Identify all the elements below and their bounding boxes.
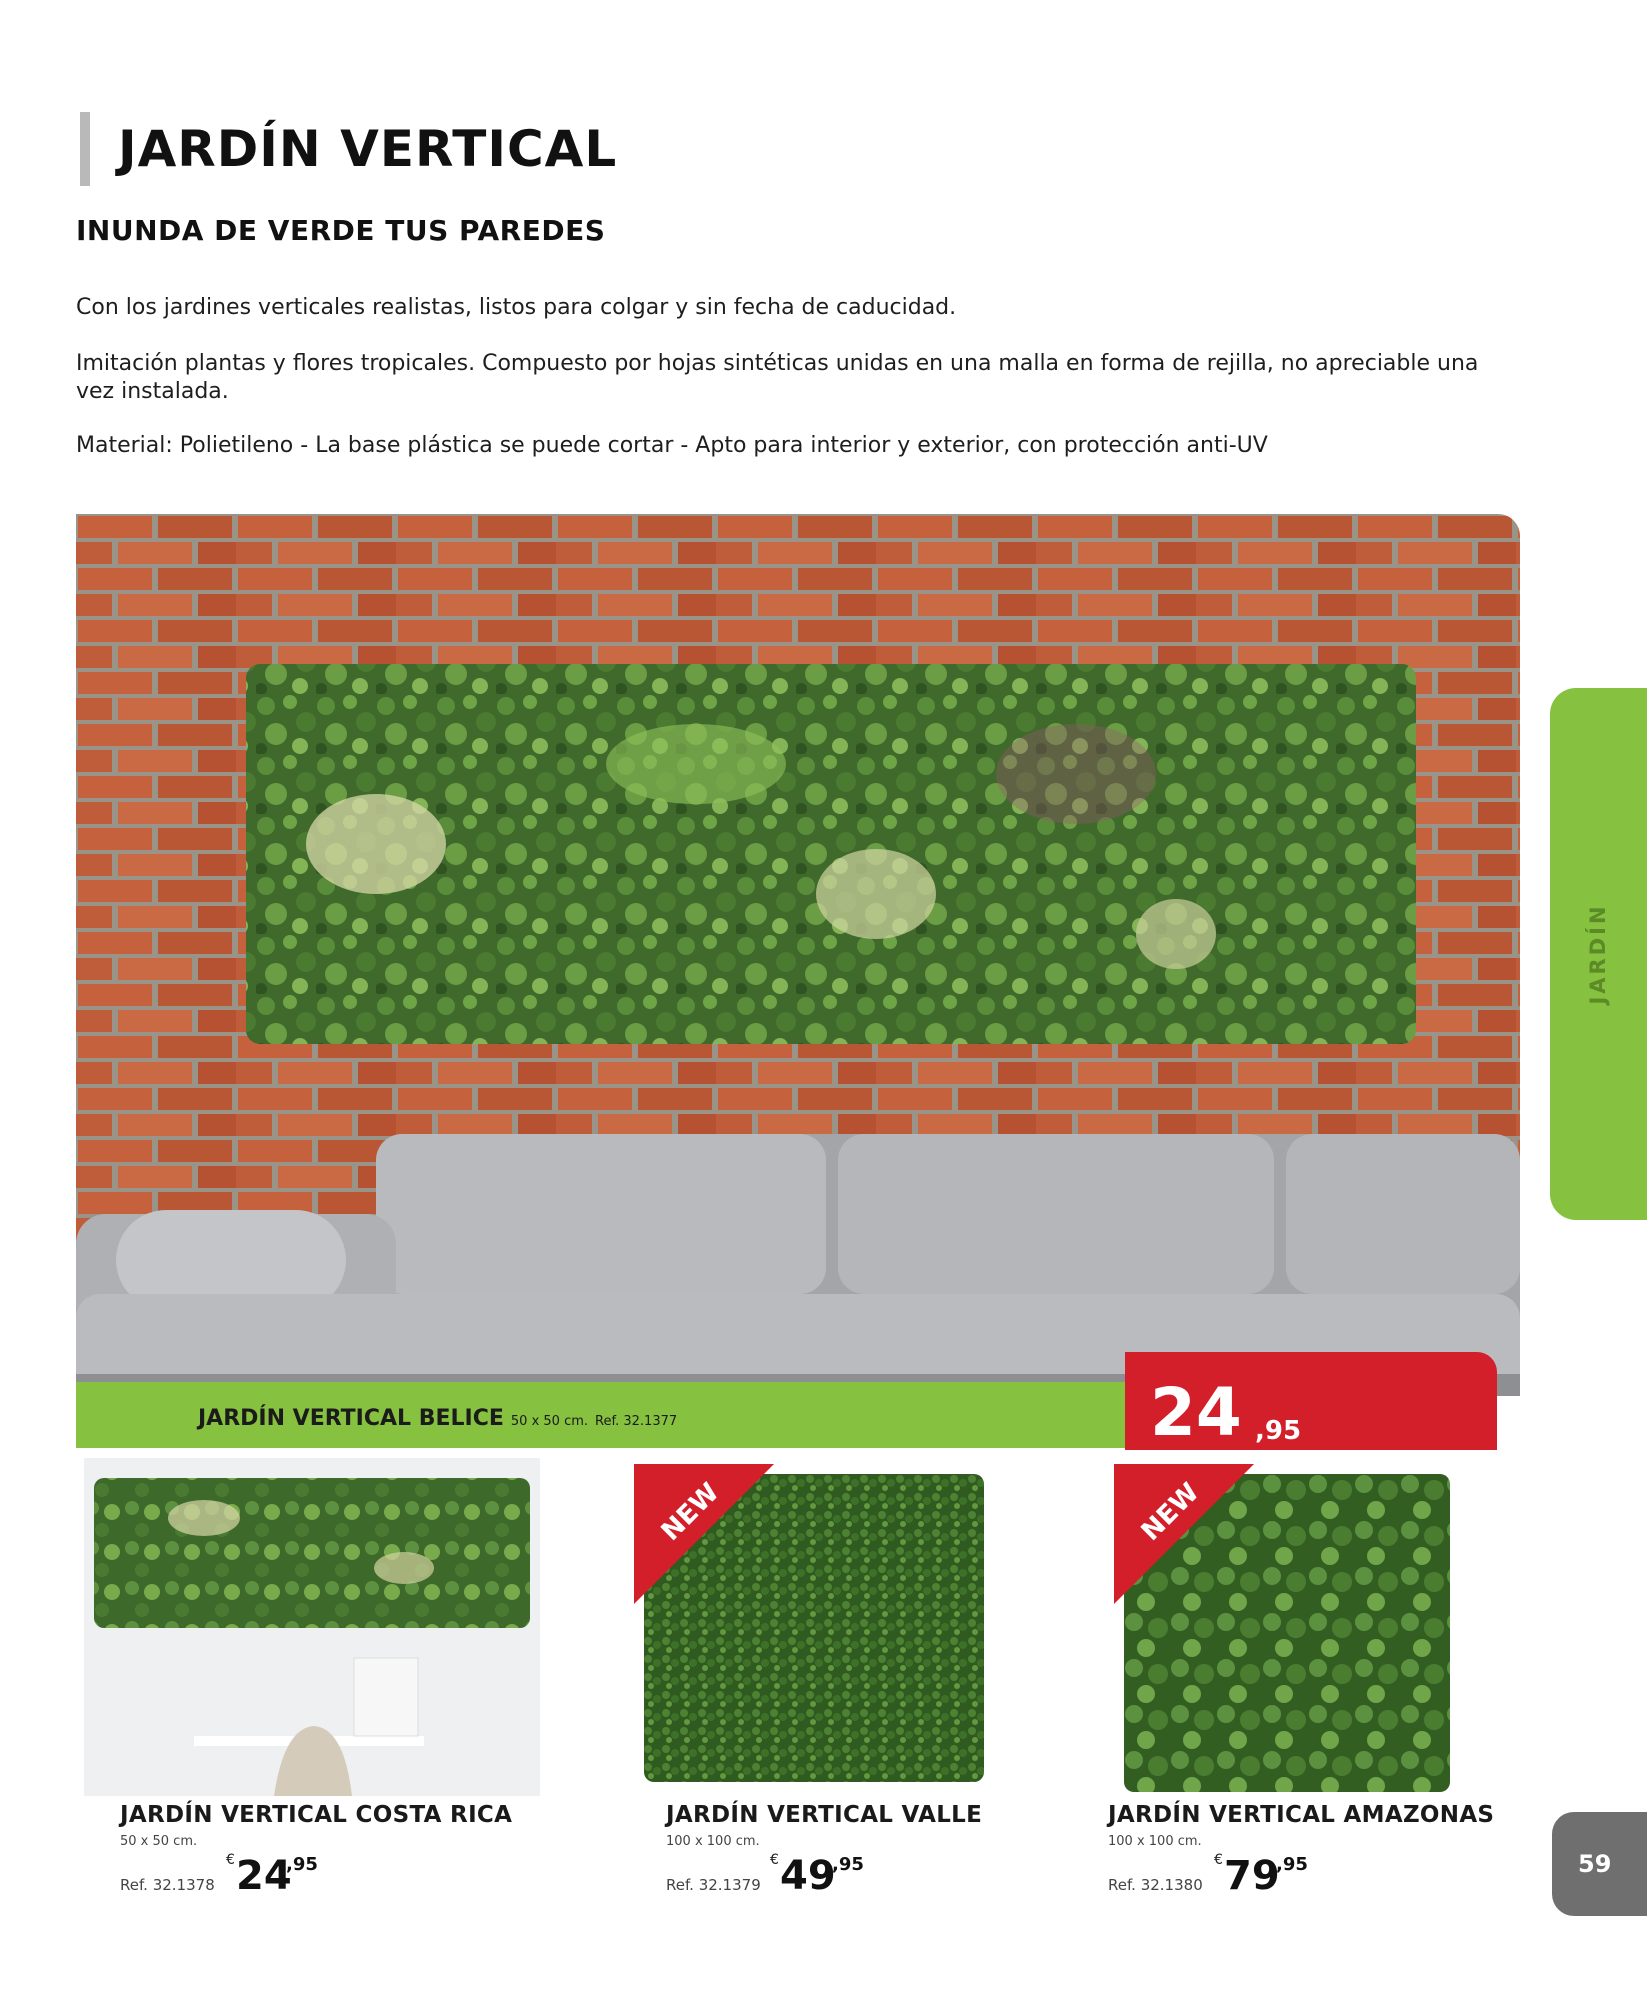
- page-subtitle: INUNDA DE VERDE TUS PAREDES: [76, 214, 606, 247]
- product-name-costa-rica: JARDÍN VERTICAL COSTA RICA: [120, 1802, 513, 1828]
- description-paragraph-2: Imitación plantas y flores tropicales. Compuesto por hojas sintéticas unidas en una malla en forma de rejilla, no apreciable una vez instalada.: [76, 351, 1479, 404]
- product-size-valle: 100 x 100 cm.: [666, 1834, 760, 1849]
- product-image-costa-rica: [84, 1458, 540, 1796]
- product-name-amazonas: JARDÍN VERTICAL AMAZONAS: [1108, 1802, 1495, 1828]
- product-price-decimal-costa-rica: ,95: [286, 1854, 318, 1875]
- page-number: 59: [1578, 1850, 1612, 1878]
- hero-product-ref: Ref. 32.1377: [595, 1414, 678, 1429]
- hero-price-decimal: ,95: [1255, 1416, 1302, 1446]
- hero-product-size: 50 x 50 cm.: [510, 1414, 589, 1429]
- description-paragraph-1: Con los jardines verticales realistas, listos para colgar y sin fecha de caducidad.: [76, 295, 957, 320]
- hero-product-caption: [198, 1406, 677, 1431]
- product-name-valle: JARDÍN VERTICAL VALLE: [666, 1802, 983, 1828]
- product-ref-amazonas: Ref. 32.1380: [1108, 1876, 1203, 1894]
- product-ref-costa-rica: Ref. 32.1378: [120, 1876, 215, 1894]
- hero-product-name: JARDÍN VERTICAL BELICE: [198, 1406, 504, 1431]
- product-size-amazonas: 100 x 100 cm.: [1108, 1834, 1202, 1849]
- hero-price-integer: 24: [1150, 1374, 1242, 1451]
- product-price-integer-costa-rica: 24: [236, 1853, 292, 1899]
- new-badge-label: NEW: [655, 1477, 726, 1547]
- page-title: JARDÍN VERTICAL: [118, 120, 618, 178]
- product-ref-valle: Ref. 32.1379: [666, 1876, 761, 1894]
- product-price-decimal-valle: ,95: [832, 1854, 864, 1875]
- currency-symbol: €: [1214, 1852, 1223, 1868]
- hero-product-image: [76, 514, 1520, 1396]
- product-price-decimal-amazonas: ,95: [1276, 1854, 1308, 1875]
- product-price-integer-valle: 49: [780, 1853, 836, 1899]
- product-size-costa-rica: 50 x 50 cm.: [120, 1834, 198, 1849]
- currency-symbol: €: [226, 1852, 235, 1868]
- new-badge-valle: [634, 1464, 774, 1604]
- new-badge-amazonas: [1114, 1464, 1254, 1604]
- section-side-tab-label: JARDÍN: [1586, 903, 1610, 1005]
- description-paragraph-3: Material: Polietileno - La base plástica se puede cortar - Apto para interior y exterior, con protección anti-UV: [76, 433, 1268, 458]
- title-accent-bar: [80, 112, 90, 186]
- currency-symbol: €: [770, 1852, 779, 1868]
- product-price-integer-amazonas: 79: [1224, 1853, 1280, 1899]
- new-badge-label: NEW: [1135, 1477, 1206, 1547]
